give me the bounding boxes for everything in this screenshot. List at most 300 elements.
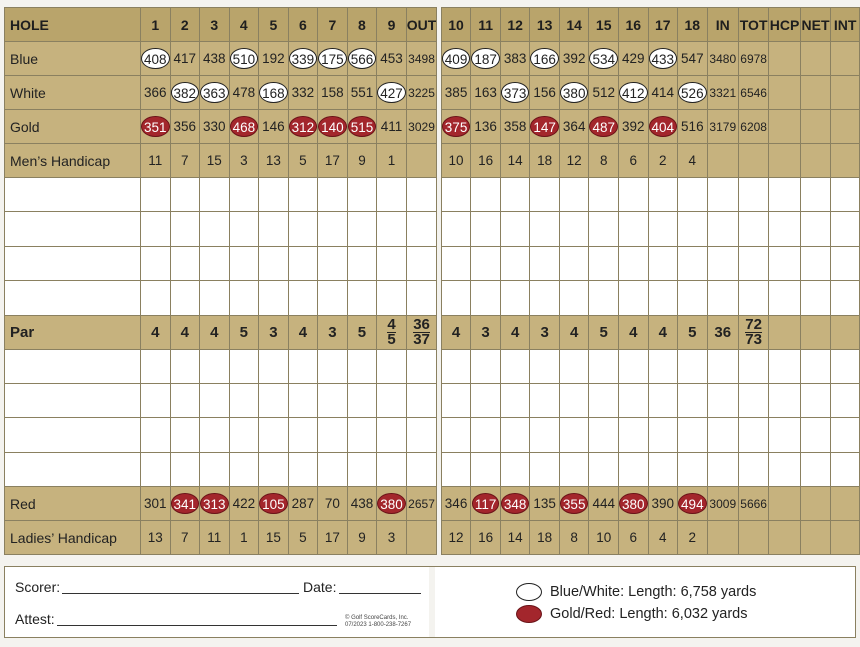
hole-header-cell: 16 — [618, 8, 648, 42]
score-entry-cell[interactable] — [200, 212, 230, 246]
par-extra-cell[interactable] — [800, 315, 830, 349]
score-entry-cell[interactable] — [170, 246, 200, 280]
score-entry-cell[interactable] — [648, 246, 678, 280]
score-entry-cell[interactable] — [406, 281, 437, 315]
score-entry-cell[interactable] — [318, 349, 348, 383]
score-entry-cell[interactable] — [259, 246, 289, 280]
score-entry-cell[interactable] — [707, 212, 738, 246]
score-entry-cell[interactable] — [259, 452, 289, 486]
ladies_hcp-extra-cell[interactable] — [769, 521, 801, 555]
par-fraction-bottom: 37 — [413, 330, 430, 348]
score-entry-cell[interactable] — [200, 418, 230, 452]
score-entry-cell[interactable] — [738, 246, 768, 280]
score-entry-cell[interactable] — [500, 418, 530, 452]
hole-header-cell: 7 — [318, 8, 348, 42]
score-entry-cell[interactable] — [140, 452, 170, 486]
score-entry-cell[interactable] — [347, 246, 377, 280]
hole-header-cell: NET — [800, 8, 830, 42]
score-entry-cell[interactable] — [678, 281, 708, 315]
score-entry-cell[interactable] — [738, 281, 768, 315]
score-entry-cell[interactable] — [530, 246, 560, 280]
score-entry-cell[interactable] — [559, 452, 589, 486]
mens_hcp-in-cell — [707, 144, 738, 178]
score-entry-cell[interactable] — [377, 418, 407, 452]
score-entry-cell[interactable] — [471, 178, 501, 212]
score-entry-cell[interactable] — [831, 383, 860, 417]
score-entry-cell[interactable] — [831, 212, 860, 246]
ladies_hcp-extra-cell[interactable] — [831, 521, 860, 555]
score-entry-cell[interactable] — [377, 246, 407, 280]
score-entry-cell[interactable] — [559, 418, 589, 452]
score-entry-cell[interactable] — [471, 212, 501, 246]
red-tot-cell: 5666 — [738, 487, 768, 521]
par-hole-cell: 4 — [500, 315, 530, 349]
circled-yardage: 380 — [560, 82, 589, 103]
score-entry-cell[interactable] — [769, 383, 801, 417]
score-entry-cell[interactable] — [140, 246, 170, 280]
score-entry-cell[interactable] — [441, 452, 471, 486]
player-name-cell[interactable] — [5, 246, 141, 280]
ladies_hcp-hole-cell: 14 — [500, 521, 530, 555]
par-label: Par — [5, 315, 141, 349]
score-entry-cell[interactable] — [618, 349, 648, 383]
score-entry-cell[interactable] — [140, 212, 170, 246]
score-entry-cell[interactable] — [406, 212, 437, 246]
score-entry-cell[interactable] — [589, 246, 619, 280]
score-entry-cell[interactable] — [800, 418, 830, 452]
gold-row — [5, 110, 860, 144]
score-entry-cell[interactable] — [318, 418, 348, 452]
score-entry-cell[interactable] — [530, 452, 560, 486]
circled-yardage: 341 — [171, 493, 200, 514]
score-entry-cell[interactable] — [530, 178, 560, 212]
score-entry-cell[interactable] — [406, 246, 437, 280]
score-entry-cell[interactable] — [377, 212, 407, 246]
score-entry-cell[interactable] — [769, 178, 801, 212]
score-entry-cell[interactable] — [200, 349, 230, 383]
ladies_hcp-hole-cell: 17 — [318, 521, 348, 555]
ladies_hcp-hole-cell: 13 — [140, 521, 170, 555]
scorer-field[interactable] — [62, 593, 299, 594]
mens_hcp-extra-cell[interactable] — [831, 144, 860, 178]
score-entry-cell[interactable] — [259, 212, 289, 246]
score-entry-cell[interactable] — [347, 383, 377, 417]
score-entry-cell[interactable] — [707, 418, 738, 452]
score-entry-cell[interactable] — [441, 246, 471, 280]
score-entry-cell[interactable] — [500, 452, 530, 486]
score-entry-cell[interactable] — [288, 212, 318, 246]
score-entry-cell[interactable] — [800, 246, 830, 280]
score-entry-cell[interactable] — [200, 383, 230, 417]
score-entry-cell[interactable] — [288, 349, 318, 383]
score-entry-cell[interactable] — [678, 212, 708, 246]
blue-extra-cell[interactable] — [831, 42, 860, 76]
player-name-cell[interactable] — [5, 281, 141, 315]
score-entry-cell[interactable] — [140, 178, 170, 212]
score-entry-cell[interactable] — [530, 349, 560, 383]
score-entry-cell[interactable] — [259, 418, 289, 452]
mens_hcp-tot-cell — [738, 144, 768, 178]
ladies_hcp-extra-cell[interactable] — [800, 521, 830, 555]
score-entry-cell[interactable] — [648, 452, 678, 486]
score-entry-cell[interactable] — [530, 418, 560, 452]
blue-hole-cell — [347, 42, 377, 76]
score-entry-cell[interactable] — [769, 246, 801, 280]
player-name-cell[interactable] — [5, 178, 141, 212]
score-entry-cell[interactable] — [831, 349, 860, 383]
score-entry-cell[interactable] — [648, 178, 678, 212]
ladies_hcp-hole-cell: 3 — [377, 521, 407, 555]
score-entry-cell[interactable] — [559, 246, 589, 280]
score-entry-cell[interactable] — [559, 212, 589, 246]
date-label: Date: — [303, 579, 337, 595]
circled-yardage: 355 — [560, 493, 589, 514]
red-hole-cell: 301 — [140, 487, 170, 521]
score-entry-cell[interactable] — [288, 452, 318, 486]
score-entry-cell[interactable] — [140, 383, 170, 417]
circled-yardage: 408 — [141, 48, 170, 69]
score-entry-cell[interactable] — [618, 383, 648, 417]
hole-header-label: HOLE — [5, 8, 141, 42]
par-hole-cell: 5 — [347, 315, 377, 349]
score-entry-cell[interactable] — [800, 178, 830, 212]
mens_hcp-extra-cell[interactable] — [769, 144, 801, 178]
score-entry-cell[interactable] — [559, 383, 589, 417]
mens_hcp-out-cell — [406, 144, 437, 178]
score-entry-cell[interactable] — [500, 212, 530, 246]
ladies_hcp-hole-cell: 18 — [530, 521, 560, 555]
score-entry-cell[interactable] — [618, 178, 648, 212]
score-entry-cell[interactable] — [831, 178, 860, 212]
score-entry-cell[interactable] — [406, 349, 437, 383]
score-entry-cell[interactable] — [347, 349, 377, 383]
gold-extra-cell[interactable] — [769, 110, 801, 144]
score-entry-cell[interactable] — [831, 246, 860, 280]
blue-hole-cell: 192 — [259, 42, 289, 76]
player-name-cell[interactable] — [5, 212, 141, 246]
player-name-cell[interactable] — [5, 418, 141, 452]
score-entry-cell[interactable] — [500, 178, 530, 212]
red-hole-cell: 390 — [648, 487, 678, 521]
copyright — [345, 615, 411, 629]
ladies_hcp-hole-cell: 5 — [288, 521, 318, 555]
mens_hcp-hole-cell: 18 — [530, 144, 560, 178]
score-entry-cell[interactable] — [471, 281, 501, 315]
score-entry-cell[interactable] — [170, 281, 200, 315]
hole-header-cell: 18 — [678, 8, 708, 42]
score-entry-cell[interactable] — [200, 452, 230, 486]
score-entry-cell[interactable] — [170, 418, 200, 452]
score-entry-cell[interactable] — [589, 349, 619, 383]
blue-hole-cell — [140, 42, 170, 76]
blue-hole-cell — [471, 42, 501, 76]
score-entry-cell[interactable] — [800, 349, 830, 383]
red-hole-cell — [678, 487, 708, 521]
score-entry-cell[interactable] — [441, 281, 471, 315]
circled-yardage: 433 — [649, 48, 678, 69]
par-hole-cell: 4 — [618, 315, 648, 349]
player-name-cell[interactable] — [5, 452, 141, 486]
score-entry-cell[interactable] — [406, 178, 437, 212]
score-entry-cell[interactable] — [406, 418, 437, 452]
score-entry-cell[interactable] — [441, 383, 471, 417]
score-entry-cell[interactable] — [347, 418, 377, 452]
white-extra-cell[interactable] — [769, 76, 801, 110]
score-entry-cell[interactable] — [618, 212, 648, 246]
score-entry-cell[interactable] — [229, 178, 259, 212]
red-hole-cell — [471, 487, 501, 521]
score-entry-cell[interactable] — [471, 383, 501, 417]
gold-extra-cell[interactable] — [831, 110, 860, 144]
mens_hcp-hole-cell: 6 — [618, 144, 648, 178]
score-entry-cell[interactable] — [559, 178, 589, 212]
score-entry-cell[interactable] — [347, 281, 377, 315]
score-entry-cell[interactable] — [530, 383, 560, 417]
score-entry-cell[interactable] — [347, 452, 377, 486]
score-entry-cell[interactable] — [769, 418, 801, 452]
score-entry-cell[interactable] — [140, 349, 170, 383]
score-entry-cell[interactable] — [530, 212, 560, 246]
score-entry-cell[interactable] — [707, 281, 738, 315]
score-entry-cell[interactable] — [707, 349, 738, 383]
score-entry-cell[interactable] — [441, 178, 471, 212]
score-entry-cell[interactable] — [259, 349, 289, 383]
score-entry-cell[interactable] — [318, 281, 348, 315]
score-entry-cell[interactable] — [229, 281, 259, 315]
score-entry-cell[interactable] — [377, 281, 407, 315]
circled-yardage: 526 — [678, 82, 707, 103]
score-entry-cell[interactable] — [288, 178, 318, 212]
score-entry-cell[interactable] — [170, 383, 200, 417]
score-entry-cell[interactable] — [678, 452, 708, 486]
blue-extra-cell[interactable] — [800, 42, 830, 76]
score-entry-cell[interactable] — [406, 452, 437, 486]
score-entry-cell[interactable] — [831, 281, 860, 315]
upper-score-row — [5, 178, 860, 212]
score-entry-cell[interactable] — [589, 281, 619, 315]
score-entry-cell[interactable] — [589, 452, 619, 486]
gold-label: Gold — [5, 110, 141, 144]
blue-hole-cell — [441, 42, 471, 76]
score-entry-cell[interactable] — [259, 383, 289, 417]
score-entry-cell[interactable] — [648, 212, 678, 246]
score-entry-cell[interactable] — [769, 349, 801, 383]
circled-yardage: 313 — [200, 493, 229, 514]
score-entry-cell[interactable] — [738, 452, 768, 486]
score-entry-cell[interactable] — [648, 349, 678, 383]
score-entry-cell[interactable] — [589, 418, 619, 452]
circled-yardage: 566 — [348, 48, 377, 69]
score-entry-cell[interactable] — [738, 383, 768, 417]
date-field[interactable] — [339, 593, 421, 594]
red-extra-cell[interactable] — [769, 487, 801, 521]
mens_hcp-extra-cell[interactable] — [800, 144, 830, 178]
score-entry-cell[interactable] — [618, 281, 648, 315]
par-extra-cell[interactable] — [831, 315, 860, 349]
attest-field[interactable] — [57, 625, 337, 626]
score-entry-cell[interactable] — [769, 452, 801, 486]
score-entry-cell[interactable] — [170, 178, 200, 212]
score-entry-cell[interactable] — [800, 281, 830, 315]
hole-header-cell: 2 — [170, 8, 200, 42]
white-hole-cell — [500, 76, 530, 110]
score-entry-cell[interactable] — [140, 418, 170, 452]
score-entry-cell[interactable] — [589, 383, 619, 417]
score-entry-cell[interactable] — [707, 246, 738, 280]
score-entry-cell[interactable] — [288, 281, 318, 315]
lower-score-row — [5, 452, 860, 486]
score-entry-cell[interactable] — [678, 418, 708, 452]
score-entry-cell[interactable] — [769, 212, 801, 246]
blue-hole-cell — [530, 42, 560, 76]
player-name-cell[interactable] — [5, 349, 141, 383]
score-entry-cell[interactable] — [170, 452, 200, 486]
score-entry-cell[interactable] — [618, 452, 648, 486]
score-entry-cell[interactable] — [800, 212, 830, 246]
score-entry-cell[interactable] — [831, 418, 860, 452]
ladies_hcp-hole-cell: 8 — [559, 521, 589, 555]
white-hole-cell: 551 — [347, 76, 377, 110]
score-entry-cell[interactable] — [800, 452, 830, 486]
score-entry-cell[interactable] — [170, 212, 200, 246]
score-entry-cell[interactable] — [318, 178, 348, 212]
red-extra-cell[interactable] — [831, 487, 860, 521]
score-entry-cell[interactable] — [377, 383, 407, 417]
red-oval-icon — [516, 605, 542, 623]
score-entry-cell[interactable] — [500, 281, 530, 315]
mens_hcp-hole-cell: 1 — [377, 144, 407, 178]
blue-row — [5, 42, 860, 76]
score-entry-cell[interactable] — [200, 178, 230, 212]
red-hole-cell — [200, 487, 230, 521]
score-entry-cell[interactable] — [589, 212, 619, 246]
score-entry-cell[interactable] — [707, 178, 738, 212]
score-entry-cell[interactable] — [318, 383, 348, 417]
score-entry-cell[interactable] — [559, 281, 589, 315]
lower-score-row — [5, 418, 860, 452]
score-entry-cell[interactable] — [441, 349, 471, 383]
score-entry-cell[interactable] — [678, 349, 708, 383]
score-entry-cell[interactable] — [648, 383, 678, 417]
white-hole-cell: 366 — [140, 76, 170, 110]
score-entry-cell[interactable] — [530, 281, 560, 315]
score-entry-cell[interactable] — [377, 178, 407, 212]
score-entry-cell[interactable] — [738, 349, 768, 383]
score-entry-cell[interactable] — [200, 246, 230, 280]
score-entry-cell[interactable] — [738, 418, 768, 452]
score-entry-cell[interactable] — [648, 418, 678, 452]
score-entry-cell[interactable] — [678, 383, 708, 417]
blue-hole-cell — [648, 42, 678, 76]
score-entry-cell[interactable] — [800, 383, 830, 417]
score-entry-cell[interactable] — [471, 418, 501, 452]
legend-gold-red-text: Gold/Red: Length: 6,032 yards — [550, 606, 748, 622]
score-entry-cell[interactable] — [347, 178, 377, 212]
gold-extra-cell[interactable] — [800, 110, 830, 144]
score-entry-cell[interactable] — [618, 246, 648, 280]
score-entry-cell[interactable] — [471, 246, 501, 280]
red-extra-cell[interactable] — [800, 487, 830, 521]
circled-yardage: 175 — [318, 48, 347, 69]
score-entry-cell[interactable] — [288, 383, 318, 417]
score-entry-cell[interactable] — [318, 212, 348, 246]
score-entry-cell[interactable] — [738, 212, 768, 246]
red-row — [5, 487, 860, 521]
score-entry-cell[interactable] — [229, 452, 259, 486]
par-extra-cell[interactable] — [769, 315, 801, 349]
score-entry-cell[interactable] — [259, 281, 289, 315]
score-entry-cell[interactable] — [406, 383, 437, 417]
score-entry-cell[interactable] — [259, 178, 289, 212]
gold-hole-cell: 146 — [259, 110, 289, 144]
score-entry-cell[interactable] — [229, 246, 259, 280]
red-hole-cell — [559, 487, 589, 521]
white-extra-cell[interactable] — [831, 76, 860, 110]
score-entry-cell[interactable] — [229, 349, 259, 383]
mens_hcp-label: Men’s Handicap — [5, 144, 141, 178]
score-entry-cell[interactable] — [738, 178, 768, 212]
score-entry-cell[interactable] — [831, 452, 860, 486]
score-entry-cell[interactable] — [140, 281, 170, 315]
blue-hole-cell — [589, 42, 619, 76]
score-entry-cell[interactable] — [500, 383, 530, 417]
gold-hole-cell — [347, 110, 377, 144]
score-entry-cell[interactable] — [559, 349, 589, 383]
score-entry-cell[interactable] — [769, 281, 801, 315]
blue-extra-cell[interactable] — [769, 42, 801, 76]
score-entry-cell[interactable] — [500, 349, 530, 383]
white-oval-icon — [516, 583, 542, 601]
score-entry-cell[interactable] — [589, 178, 619, 212]
score-entry-cell[interactable] — [707, 452, 738, 486]
score-entry-cell[interactable] — [441, 212, 471, 246]
score-entry-cell[interactable] — [471, 452, 501, 486]
player-name-cell[interactable] — [5, 383, 141, 417]
circled-yardage: 515 — [348, 116, 377, 137]
score-entry-cell[interactable] — [618, 418, 648, 452]
score-entry-cell[interactable] — [229, 383, 259, 417]
score-entry-cell[interactable] — [441, 418, 471, 452]
white-extra-cell[interactable] — [800, 76, 830, 110]
hole-header-cell: 1 — [140, 8, 170, 42]
blue-hole-cell: 429 — [618, 42, 648, 76]
score-entry-cell[interactable] — [377, 349, 407, 383]
red-label: Red — [5, 487, 141, 521]
score-entry-cell[interactable] — [648, 281, 678, 315]
gold-hole-cell: 330 — [200, 110, 230, 144]
score-entry-cell[interactable] — [347, 212, 377, 246]
par-tot-cell — [738, 315, 768, 349]
score-entry-cell[interactable] — [288, 246, 318, 280]
score-entry-cell[interactable] — [707, 383, 738, 417]
score-entry-cell[interactable] — [500, 246, 530, 280]
blue-hole-cell — [318, 42, 348, 76]
score-entry-cell[interactable] — [678, 246, 708, 280]
score-entry-cell[interactable] — [318, 246, 348, 280]
score-entry-cell[interactable] — [318, 452, 348, 486]
score-entry-cell[interactable] — [229, 212, 259, 246]
score-entry-cell[interactable] — [170, 349, 200, 383]
white-row — [5, 76, 860, 110]
gold-hole-cell: 358 — [500, 110, 530, 144]
score-entry-cell[interactable] — [678, 178, 708, 212]
score-entry-cell[interactable] — [200, 281, 230, 315]
score-entry-cell[interactable] — [471, 349, 501, 383]
score-entry-cell[interactable] — [229, 418, 259, 452]
circled-yardage: 412 — [619, 82, 648, 103]
score-entry-cell[interactable] — [377, 452, 407, 486]
score-entry-cell[interactable] — [288, 418, 318, 452]
